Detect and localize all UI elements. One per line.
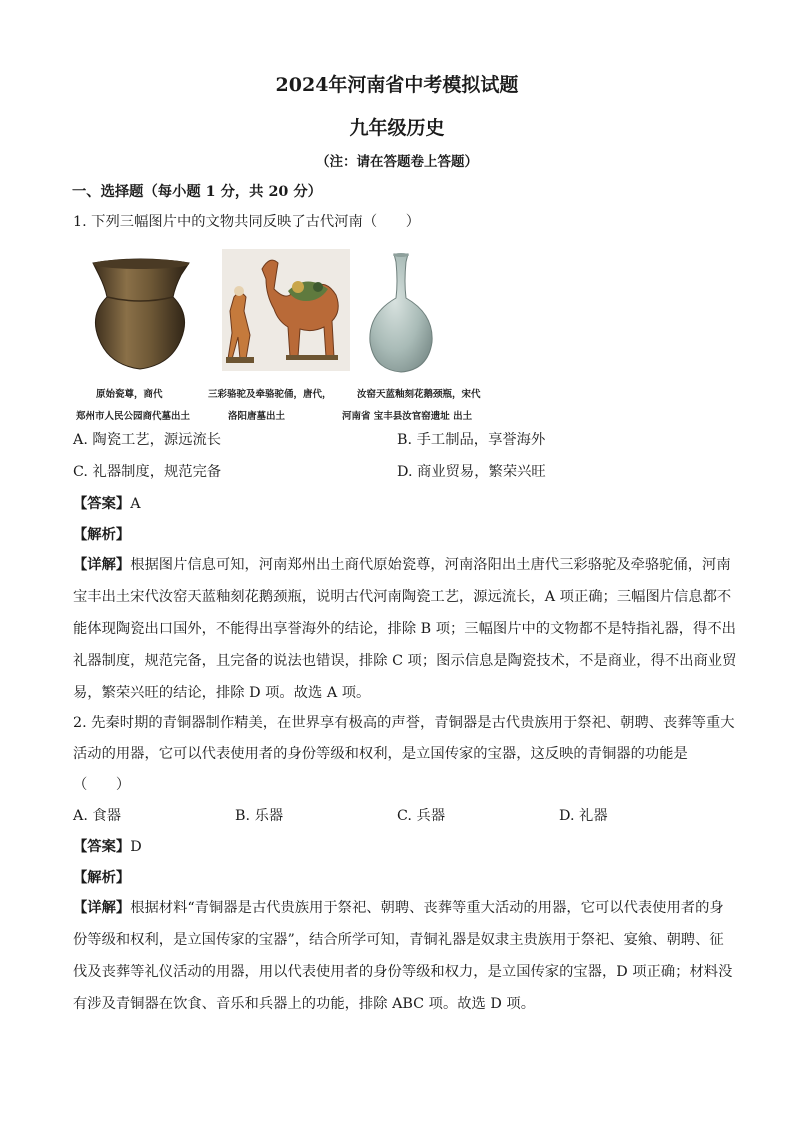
tricolor-camel-figurine-icon xyxy=(222,249,350,371)
question-2-detail-line: 有涉及青铜器在饮食、音乐和兵器上的功能，排除 ABC 项。故选 D 项。 xyxy=(73,996,535,1012)
detail-label: 【详解】 xyxy=(73,900,131,916)
question-2-option-d: D. 礼器 xyxy=(559,808,608,824)
image-1-caption-line1: 原始瓷尊，商代 xyxy=(96,389,163,400)
image-1-caption-line2: 郑州市人民公园商代墓出土 xyxy=(76,411,191,422)
image-3-caption-line1: 汝窑天蓝釉刻花鹅颈瓶，宋代 xyxy=(357,389,481,400)
question-2-stem-line: 活动的用器，它可以代表使用者的身份等级和权利，是立国传家的宝器，这反映的青铜器的功能是 xyxy=(73,746,688,762)
answer-value: D xyxy=(130,839,142,855)
exam-note: （注：请在答题卷上答题） xyxy=(316,154,478,170)
image-3-caption-line2: 河南省 宝丰县汝官窑遗址 出土 xyxy=(342,411,473,422)
answer-value: A xyxy=(130,496,141,512)
question-2-stem-line: 2. 先秦时期的青铜器制作精美，在世界享有极高的声誉，青铜器是古代贵族用于祭祀、朝聘、丧葬等重大 xyxy=(73,715,735,731)
question-1-detail-line xyxy=(73,555,731,575)
exam-title: 2024年河南省中考模拟试题 xyxy=(275,74,519,96)
answer-label: 【答案】 xyxy=(73,496,131,512)
question-2-detail-line: 份等级和权利，是立国传家的宝器”，结合所学可知，青铜礼器是奴隶主贵族用于祭祀、宴飨、朝聘、征 xyxy=(73,932,724,948)
exam-subtitle: 九年级历史 xyxy=(349,117,445,139)
bronze-style-urn-icon xyxy=(85,255,195,373)
question-1-analysis-label: 【解析】 xyxy=(73,527,131,543)
question-1-option-d: D. 商业贸易，繁荣兴旺 xyxy=(397,464,546,480)
question-2-option-b: B. 乐器 xyxy=(235,808,284,824)
question-2-detail-line: 伐及丧葬等礼仪活动的用器，用以代表使用者的身份等级和权力，是立国传家的宝器，D 项正确；材料没 xyxy=(73,964,733,980)
question-2-analysis-label: 【解析】 xyxy=(73,870,131,886)
question-1-option-b: B. 手工制品，享誉海外 xyxy=(397,432,546,448)
detail-text: 根据材料“青铜器是古代贵族用于祭祀、朝聘、丧葬等重大活动的用器，它可以代表使用者的身 xyxy=(130,900,724,916)
section-heading: 一、选择题（每小题 1 分，共 20 分） xyxy=(72,184,322,200)
question-1-stem: 1. 下列三幅图片中的文物共同反映了古代河南（ ） xyxy=(73,214,421,230)
question-2-stem-line: （ ） xyxy=(73,777,131,793)
image-2-caption-line2: 洛阳唐墓出土 xyxy=(228,411,286,422)
image-2-caption-line1: 三彩骆驼及牵骆驼俑，唐代， xyxy=(208,389,332,400)
question-1-detail-line: 宝丰出土宋代汝窑天蓝釉刻花鹅颈瓶，说明古代河南陶瓷工艺，源远流长，A 项正确；三幅图片信息都不 xyxy=(73,589,732,605)
detail-label: 【详解】 xyxy=(73,557,131,573)
question-2-option-a: A. 食器 xyxy=(73,808,122,824)
answer-label: 【答案】 xyxy=(73,839,131,855)
question-2-answer xyxy=(73,837,142,857)
question-1-detail-line: 礼器制度，规范完备，且完备的说法也错误，排除 C 项；图示信息是陶瓷技术，不是商业，得不出商业贸 xyxy=(73,653,737,669)
question-1-detail-line: 易，繁荣兴旺的结论，排除 D 项。故选 A 项。 xyxy=(73,685,371,701)
detail-text: 根据图片信息可知，河南郑州出土商代原始瓷尊，河南洛阳出土唐代三彩骆驼及牵骆驼俑，河南 xyxy=(130,557,731,573)
question-1-option-a: A. 陶瓷工艺，源远流长 xyxy=(73,432,222,448)
question-1-answer xyxy=(73,494,141,514)
question-1-option-c: C. 礼器制度，规范完备 xyxy=(73,464,222,480)
question-2-detail-line xyxy=(73,898,724,918)
celadon-vase-icon xyxy=(364,252,438,374)
question-1-detail-line: 能体现陶瓷出口国外，不能得出享誉海外的结论，排除 B 项；三幅图片中的文物都不是特指礼器，得不出 xyxy=(73,621,736,637)
question-2-option-c: C. 兵器 xyxy=(397,808,446,824)
